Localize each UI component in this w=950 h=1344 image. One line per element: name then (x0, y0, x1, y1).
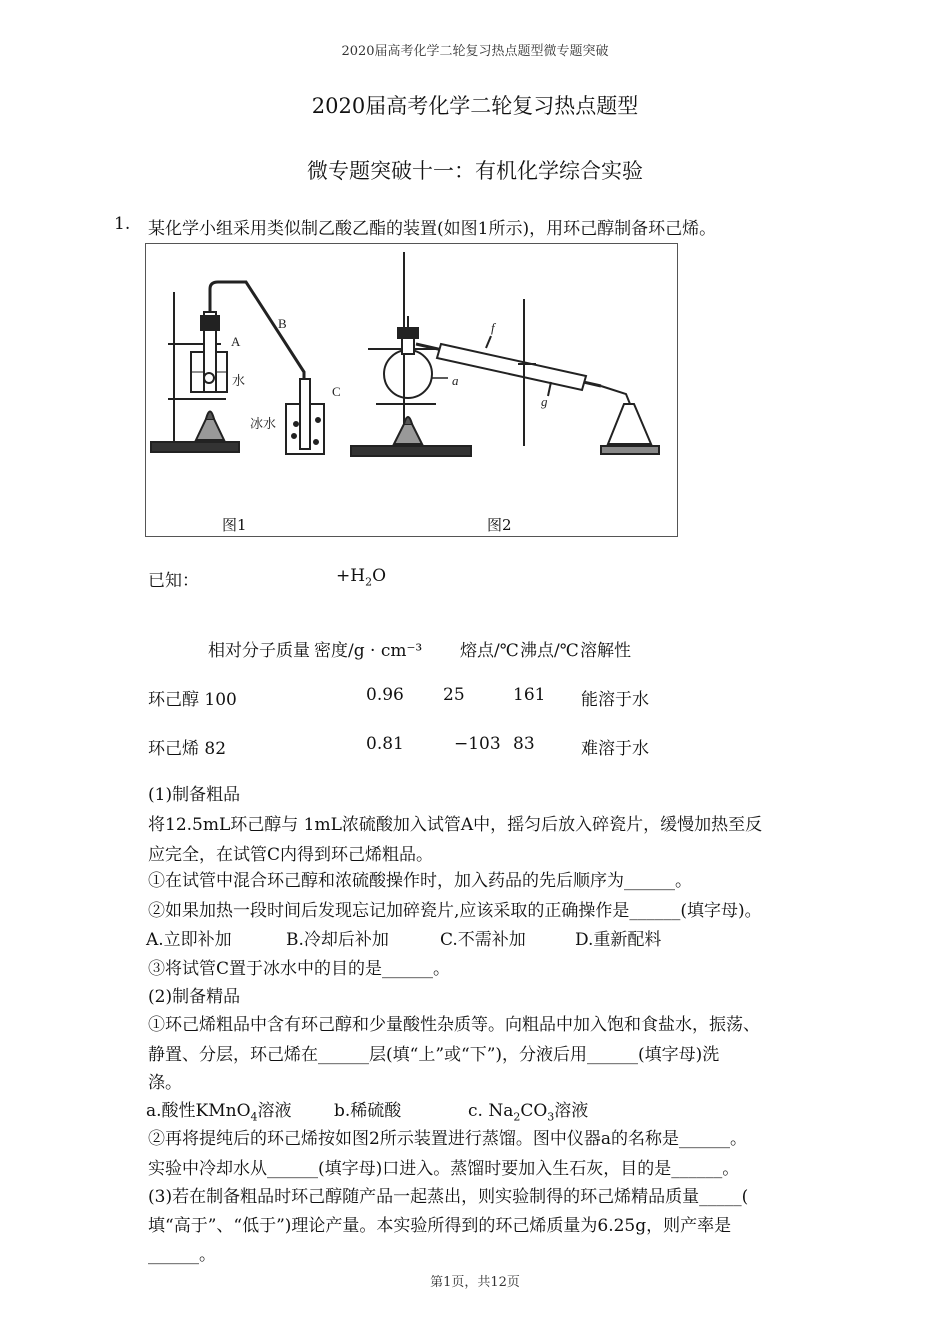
page-title: 2020届高考化学二轮复习热点题型 (311, 94, 639, 118)
label-water: 水 (232, 373, 246, 388)
table-header-mp: 熔点/℃ (460, 641, 519, 661)
row1-density: 0.96 (366, 685, 404, 705)
option-D: D.重新配料 (575, 930, 662, 950)
label-a: a (452, 373, 459, 388)
question-number: 1. (114, 214, 131, 234)
row2-solubility: 难溶于水 (581, 739, 649, 759)
apparatus-figure (145, 243, 678, 537)
known-product: $+H_2O$ (336, 566, 387, 589)
figure1-caption: 图1 (222, 516, 247, 534)
page-header: 2020届高考化学二轮复习热点题型微专题突破 (341, 44, 609, 59)
part2-q2-cont: 实验中冷却水从______(填字母)口进入。蒸馏时要加入生石灰，目的是______。 (148, 1159, 740, 1179)
part1-paragraph-cont: 应完全，在试管C内得到环己烯粗品。 (148, 845, 434, 865)
row2-bp: 83 (513, 734, 535, 754)
table-header-mass: 相对分子质量 (208, 641, 310, 661)
label-A: A (231, 334, 241, 349)
part2-q1: ①环己烯粗品中含有环己醇和少量酸性杂质等。向粗品中加入饱和食盐水，振荡、 (148, 1015, 760, 1035)
apparatus-drawing (146, 244, 677, 536)
row1-solubility: 能溶于水 (581, 690, 649, 710)
part2-title: (2)制备精品 (148, 987, 241, 1007)
row2-density: 0.81 (366, 734, 404, 754)
label-f: f (491, 320, 495, 335)
part1-paragraph: 将12.5mL环己醇与 1mL浓硫酸加入试管A中，摇匀后放入碎瓷片，缓慢加热至反 (148, 815, 763, 835)
part1-q1: ①在试管中混合环己醇和浓硫酸操作时，加入药品的先后顺序为______。 (148, 871, 692, 891)
part3-question: (3)若在制备粗品时环己醇随产品一起蒸出，则实验制得的环己烯精品质量_____( (148, 1187, 749, 1207)
part1-q2: ②如果加热一段时间后发现忘记加碎瓷片,应该采取的正确操作是______(填字母)。 (148, 901, 762, 921)
row2-name: 环己烯 82 (148, 739, 227, 759)
row2-mp: −103 (454, 734, 501, 754)
option-A: A.立即补加 (146, 930, 232, 950)
option-a: a.酸性KMnO$_4$溶液 (146, 1101, 292, 1124)
table-header-density: 密度/g · cm⁻³ (314, 641, 423, 661)
option-b: b.稀硫酸 (334, 1101, 402, 1121)
known-prefix: 已知： (148, 571, 199, 591)
part2-q1-cont: 静置、分层，环己烯在______层(填“上”或“下”)，分液后用______(填字母)洗 (148, 1045, 720, 1065)
figure2-caption: 图2 (487, 516, 512, 534)
option-C: C.不需补加 (440, 930, 526, 950)
part2-q1-end: 涤。 (148, 1073, 182, 1093)
part1-q3: ③将试管C置于冰水中的目的是______。 (148, 959, 451, 979)
row1-mp: 25 (443, 685, 465, 705)
page-footer: 第1页，共12页 (430, 1275, 520, 1290)
part3-question-end: ______。 (148, 1245, 216, 1265)
part2-q2: ②再将提纯后的环己烯按如图2所示装置进行蒸馏。图中仪器a的名称是______。 (148, 1129, 747, 1149)
question-intro: 某化学小组采用类似制乙酸乙酯的装置(如图1所示)，用环己醇制备环己烯。 (148, 219, 717, 239)
table-header-solubility: 溶解性 (580, 641, 631, 661)
label-B: B (278, 316, 287, 331)
label-ice-water: 冰水 (250, 416, 277, 431)
label-C: C (332, 384, 341, 399)
label-g: g (541, 394, 548, 409)
part1-title: (1)制备粗品 (148, 785, 241, 805)
row1-name: 环己醇 100 (148, 690, 237, 710)
part3-question-cont: 填“高于”、“低于”)理论产量。本实验所得到的环己烯质量为6.25g，则产率是 (148, 1216, 732, 1236)
table-header-bp: 沸点/℃ (520, 641, 579, 661)
option-B: B.冷却后补加 (286, 930, 389, 950)
option-c: c. $Na_2CO_3$溶液 (468, 1101, 589, 1124)
row1-bp: 161 (513, 685, 546, 705)
page-subtitle: 微专题突破十一：有机化学综合实验 (307, 159, 643, 183)
